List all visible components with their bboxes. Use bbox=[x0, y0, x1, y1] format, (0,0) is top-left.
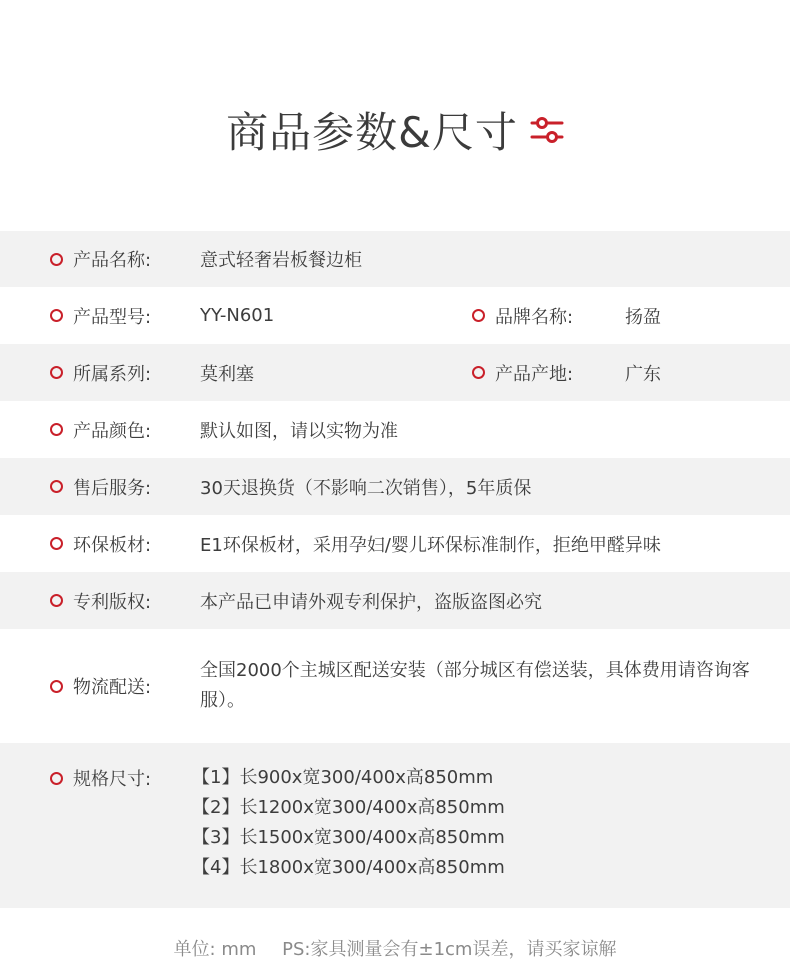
unit-text: 单位: mm bbox=[173, 939, 257, 960]
bullet-icon bbox=[50, 366, 63, 379]
row-model-brand bbox=[0, 287, 790, 344]
label-after-sales: 售后服务: bbox=[73, 477, 152, 499]
value-shipping: 全国2000个主城区配送安装（部分城区有偿送装，具体费用请咨询客服）。 bbox=[200, 660, 750, 711]
bullet-icon bbox=[50, 594, 63, 607]
label-patent: 专利版权: bbox=[73, 591, 152, 613]
bullet-icon bbox=[50, 537, 63, 550]
label-product-name: 产品名称: bbox=[73, 250, 152, 271]
label-shipping: 物流配送: bbox=[73, 677, 152, 698]
bullet-icon bbox=[472, 309, 485, 322]
value-material: E1环保板材，采用孕妇/婴儿环保标准制作，拒绝甲醛异味 bbox=[200, 534, 661, 556]
size-line: 【1】长900x宽300/400x高850mm bbox=[192, 767, 494, 788]
row-product-name bbox=[0, 231, 790, 287]
bullet-icon bbox=[50, 680, 63, 693]
label-model: 产品型号: bbox=[73, 306, 152, 328]
value-color: 默认如图，请以实物为准 bbox=[200, 420, 398, 442]
sliders-icon bbox=[530, 113, 564, 147]
row-after-sales bbox=[0, 458, 790, 515]
size-list bbox=[192, 763, 505, 883]
bullet-icon bbox=[50, 480, 63, 493]
label-color: 产品颜色: bbox=[73, 420, 152, 442]
row-size bbox=[0, 743, 790, 908]
row-patent bbox=[0, 572, 790, 629]
label-series: 所属系列: bbox=[73, 363, 152, 385]
label-material: 环保板材: bbox=[73, 534, 152, 556]
value-product-name: 意式轻奢岩板餐边柜 bbox=[200, 250, 362, 271]
size-line: 【2】长1200x宽300/400x高850mm bbox=[192, 797, 505, 818]
row-series-origin bbox=[0, 344, 790, 401]
bullet-icon bbox=[472, 366, 485, 379]
value-model: YY-N601 bbox=[200, 305, 275, 326]
row-shipping bbox=[0, 629, 790, 743]
size-line: 【3】长1500x宽300/400x高850mm bbox=[192, 827, 505, 848]
row-color bbox=[0, 401, 790, 458]
header bbox=[0, 100, 790, 160]
bullet-icon bbox=[50, 423, 63, 436]
value-series: 莫利塞 bbox=[200, 363, 254, 385]
value-brand: 扬盈 bbox=[625, 306, 661, 328]
bullet-icon bbox=[50, 772, 63, 785]
value-origin: 广东 bbox=[625, 363, 661, 385]
row-material bbox=[0, 515, 790, 572]
label-brand: 品牌名称: bbox=[495, 306, 574, 328]
bullet-icon bbox=[50, 253, 63, 266]
footer-note bbox=[0, 935, 790, 961]
bullet-icon bbox=[50, 309, 63, 322]
label-size: 规格尺寸: bbox=[73, 769, 152, 790]
ps-text: PS:家具测量会有±1cm误差，请买家谅解 bbox=[282, 939, 617, 960]
value-patent: 本产品已申请外观专利保护，盗版盗图必究 bbox=[200, 591, 542, 613]
value-after-sales: 30天退换货（不影响二次销售），5年质保 bbox=[200, 477, 532, 499]
page-title: 商品参数&尺寸 bbox=[226, 108, 518, 157]
label-origin: 产品产地: bbox=[495, 363, 574, 385]
size-line: 【4】长1800x宽300/400x高850mm bbox=[192, 857, 505, 878]
